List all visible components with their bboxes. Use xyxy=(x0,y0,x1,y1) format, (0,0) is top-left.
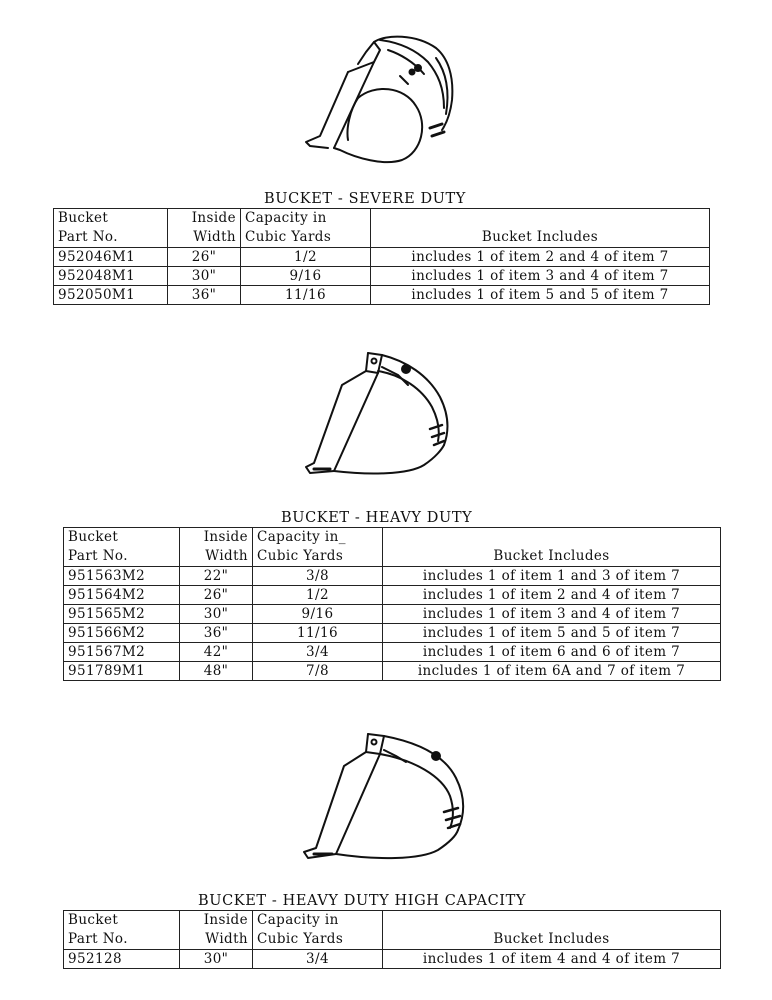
header-width-line1: Inside xyxy=(203,529,248,545)
table-row xyxy=(54,267,710,286)
cell-includes: includes 1 of item 1 and 3 of item 7 xyxy=(383,567,721,586)
cell-includes: includes 1 of item 2 and 4 of item 7 xyxy=(371,248,710,267)
header-part-line1: Bucket xyxy=(68,529,119,545)
header-capacity-line1: Capacity in_ xyxy=(257,529,346,545)
cell-capacity: 3/4 xyxy=(253,950,383,969)
cell-includes: includes 1 of item 3 and 4 of item 7 xyxy=(383,605,721,624)
cell-part-no: 951563M2 xyxy=(64,567,180,586)
heavy-duty-parts-table xyxy=(63,527,721,681)
bucket-high-capacity-drawing xyxy=(296,726,476,866)
cell-capacity: 9/16 xyxy=(253,605,383,624)
cell-part-no: 951567M2 xyxy=(64,643,180,662)
table-row xyxy=(64,624,721,643)
cell-includes: includes 1 of item 6A and 7 of item 7 xyxy=(383,662,721,681)
header-inside-width xyxy=(180,911,253,950)
table-row xyxy=(54,286,710,305)
header-width-line2: Width xyxy=(193,229,236,245)
cell-part-no: 951565M2 xyxy=(64,605,180,624)
header-part-line2: Part No. xyxy=(68,931,128,947)
header-capacity-line2: Cubic Yards xyxy=(257,931,344,947)
bucket-severe-duty-drawing xyxy=(296,28,466,168)
header-capacity xyxy=(253,528,383,567)
cell-part-no: 952128 xyxy=(64,950,180,969)
cell-part-no: 951564M2 xyxy=(64,586,180,605)
cell-inside-width: 30" xyxy=(180,605,253,624)
header-part-line1: Bucket xyxy=(58,210,109,226)
header-capacity-line2: Cubic Yards xyxy=(245,229,332,245)
header-width-line2: Width xyxy=(205,548,248,564)
cell-capacity: 11/16 xyxy=(241,286,371,305)
header-bucket-includes xyxy=(383,528,721,567)
table-header-row xyxy=(54,209,710,248)
header-width-line2: Width xyxy=(205,931,248,947)
cell-inside-width: 36" xyxy=(168,286,241,305)
header-includes-label: Bucket Includes xyxy=(481,229,599,245)
header-part-line2: Part No. xyxy=(58,229,118,245)
header-capacity-line2: Cubic Yards xyxy=(257,548,344,564)
header-bucket-includes xyxy=(371,209,710,248)
cell-inside-width: 22" xyxy=(180,567,253,586)
cell-inside-width: 26" xyxy=(180,586,253,605)
high-capacity-parts-table xyxy=(63,910,721,969)
header-capacity xyxy=(241,209,371,248)
section-title-heavy-duty: BUCKET - HEAVY DUTY xyxy=(281,510,473,526)
cell-capacity: 7/8 xyxy=(253,662,383,681)
cell-part-no: 951566M2 xyxy=(64,624,180,643)
cell-capacity: 3/8 xyxy=(253,567,383,586)
cell-capacity: 1/2 xyxy=(241,248,371,267)
header-part-no xyxy=(54,209,168,248)
cell-part-no: 951789M1 xyxy=(64,662,180,681)
cell-part-no: 952046M1 xyxy=(54,248,168,267)
cell-inside-width: 30" xyxy=(180,950,253,969)
cell-capacity: 9/16 xyxy=(241,267,371,286)
cell-capacity: 11/16 xyxy=(253,624,383,643)
header-capacity-line1: Capacity in xyxy=(245,210,327,226)
cell-inside-width: 30" xyxy=(168,267,241,286)
cell-part-no: 952050M1 xyxy=(54,286,168,305)
section-title-high-capacity: BUCKET - HEAVY DUTY HIGH CAPACITY xyxy=(198,893,527,909)
header-includes-label: Bucket Includes xyxy=(493,931,610,947)
header-part-no xyxy=(64,911,180,950)
cell-inside-width: 48" xyxy=(180,662,253,681)
table-header-row xyxy=(64,528,721,567)
header-width-line1: Inside xyxy=(203,912,248,928)
cell-inside-width: 42" xyxy=(180,643,253,662)
header-part-no xyxy=(64,528,180,567)
cell-includes: includes 1 of item 2 and 4 of item 7 xyxy=(383,586,721,605)
header-capacity xyxy=(253,911,383,950)
bucket-heavy-duty-drawing xyxy=(298,345,458,485)
cell-inside-width: 26" xyxy=(168,248,241,267)
table-row xyxy=(64,950,721,969)
header-part-line2: Part No. xyxy=(68,548,128,564)
cell-includes: includes 1 of item 5 and 5 of item 7 xyxy=(371,286,710,305)
header-bucket-includes xyxy=(383,911,721,950)
table-row xyxy=(64,662,721,681)
header-inside-width xyxy=(180,528,253,567)
table-row xyxy=(54,248,710,267)
header-capacity-line1: Capacity in xyxy=(257,912,339,928)
table-row xyxy=(64,586,721,605)
cell-capacity: 1/2 xyxy=(253,586,383,605)
severe-duty-parts-table xyxy=(53,208,710,305)
header-part-line1: Bucket xyxy=(68,912,119,928)
cell-includes: includes 1 of item 6 and 6 of item 7 xyxy=(383,643,721,662)
table-row xyxy=(64,643,721,662)
cell-capacity: 3/4 xyxy=(253,643,383,662)
cell-includes: includes 1 of item 5 and 5 of item 7 xyxy=(383,624,721,643)
section-title-severe-duty: BUCKET - SEVERE DUTY xyxy=(264,191,466,207)
table-header-row xyxy=(64,911,721,950)
table-row xyxy=(64,605,721,624)
cell-inside-width: 36" xyxy=(180,624,253,643)
header-width-line1: Inside xyxy=(191,210,236,226)
cell-includes: includes 1 of item 3 and 4 of item 7 xyxy=(371,267,710,286)
table-row xyxy=(64,567,721,586)
header-includes-label: Bucket Includes xyxy=(493,548,610,564)
header-inside-width xyxy=(168,209,241,248)
cell-part-no: 952048M1 xyxy=(54,267,168,286)
cell-includes: includes 1 of item 4 and 4 of item 7 xyxy=(383,950,721,969)
